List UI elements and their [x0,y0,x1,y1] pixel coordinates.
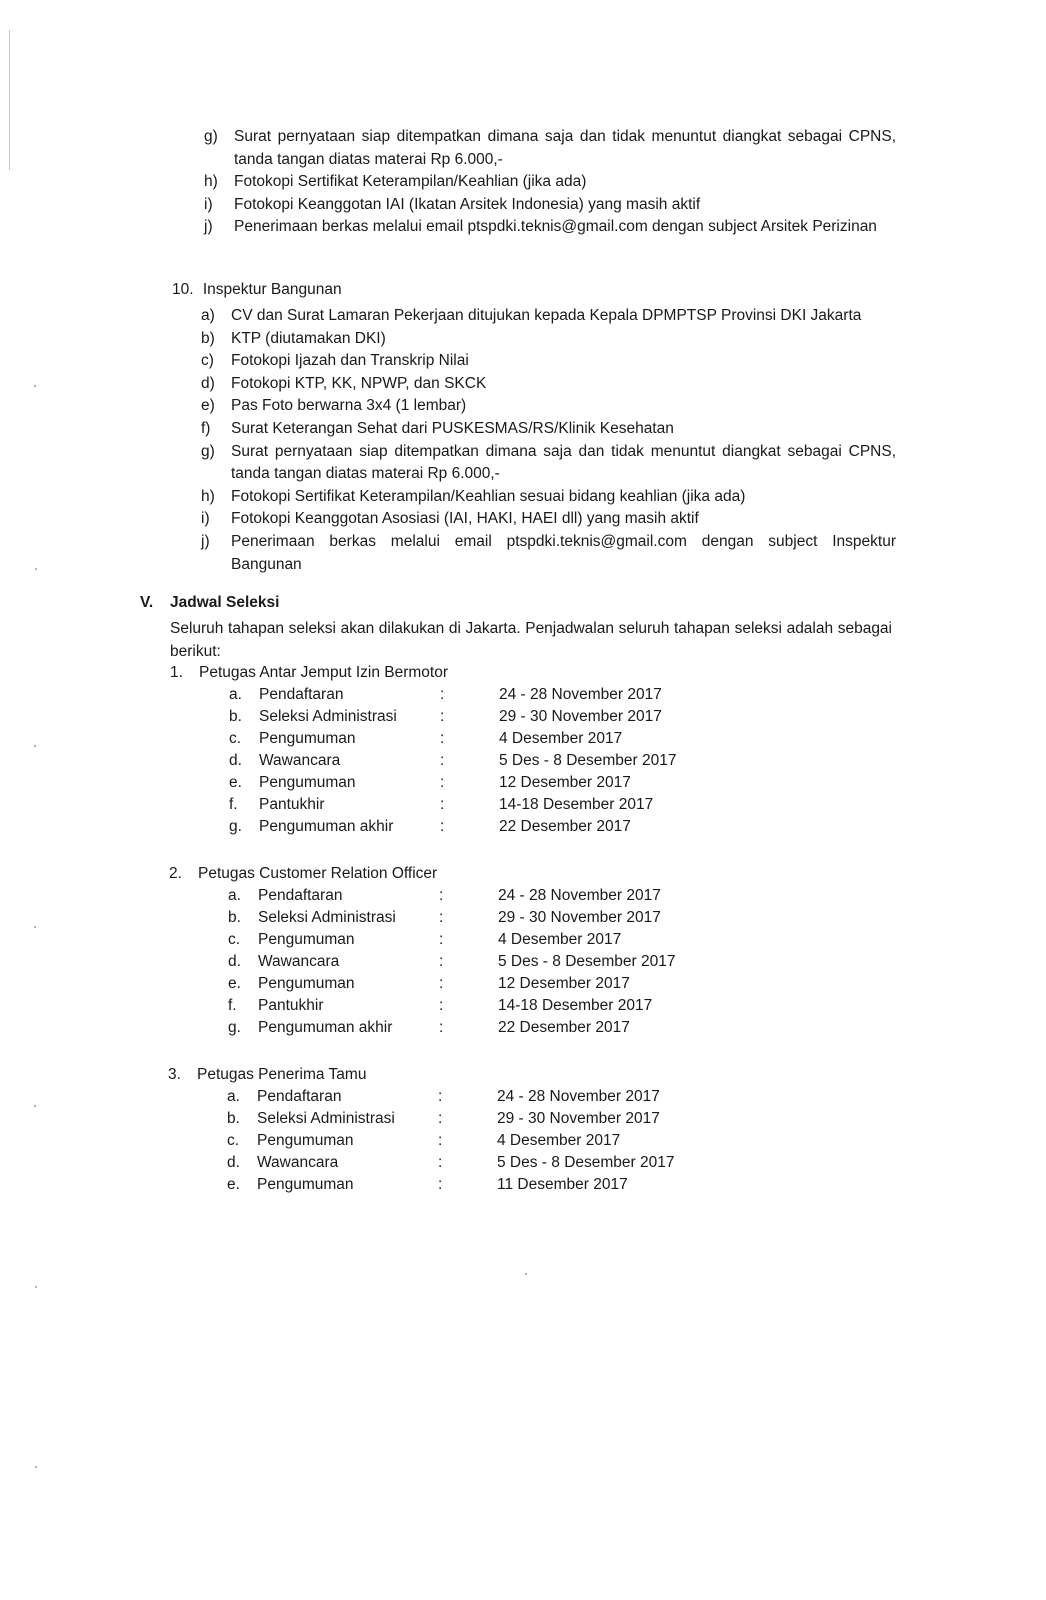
section-10-title: Inspektur Bangunan [202,281,342,298]
row-date: 5 Des - 8 Desember 2017 [499,752,677,769]
row-date: 12 Desember 2017 [498,975,630,992]
row-date: 12 Desember 2017 [499,774,631,791]
row-stage: Pengumuman akhir [258,1019,393,1036]
list-item [204,126,896,171]
row-date: 14-18 Desember 2017 [498,997,653,1014]
row-stage: Pengumuman [259,774,356,791]
schedule-2-title [169,865,438,883]
row-stage: Pendaftaran [259,686,344,703]
list-marker: e) [201,397,215,415]
scan-speck [34,926,36,928]
list-item [204,216,896,239]
row-date: 4 Desember 2017 [499,730,623,747]
row-separator: : [440,730,445,747]
section-v-heading [140,594,280,612]
row-letter: d. [227,1154,240,1171]
row-date: 29 - 30 November 2017 [497,1110,660,1127]
list-marker: b) [201,329,215,347]
row-stage: Pengumuman [257,1176,354,1193]
list-text: Fotokopi Sertifikat Keterampilan/Keahlian sesuai bidang keahlian (jika ada) [231,487,746,505]
scan-speck [35,1286,37,1288]
list-marker: i) [201,510,210,528]
row-date: 22 Desember 2017 [499,818,631,835]
row-stage: Pengumuman [258,975,355,992]
row-date: 14-18 Desember 2017 [499,796,654,813]
list-item [201,531,896,576]
row-separator: : [438,1176,443,1193]
schedule-name: Petugas Customer Relation Officer [198,865,438,882]
row-date: 5 Des - 8 Desember 2017 [498,953,676,970]
row-stage: Pengumuman [257,1132,354,1149]
row-letter: b. [227,1110,240,1127]
row-date: 24 - 28 November 2017 [498,887,661,904]
row-stage: Pendaftaran [257,1088,342,1105]
schedule-name: Petugas Penerima Tamu [197,1066,367,1083]
list-marker: h) [201,487,215,505]
row-letter: d. [229,752,242,769]
list-text: Fotokopi Sertifikat Keterampilan/Keahlian (jika ada) [234,173,587,191]
scan-speck [34,745,36,747]
row-separator: : [438,1154,443,1171]
row-date: 24 - 28 November 2017 [497,1088,660,1105]
row-separator: : [440,686,445,703]
list-marker: a) [201,307,215,324]
list-text: Fotokopi Keanggotan Asosiasi (IAI, HAKI, HAEI dll) yang masih aktif [231,510,699,528]
row-letter: f. [229,796,238,813]
row-separator: : [438,1088,443,1105]
section-v-intro: Seluruh tahapan seleksi akan dilakukan di Jakarta. Penjadwalan seluruh tahapan seleksi adalah sebagai berikut: [170,620,892,660]
row-stage: Wawancara [258,953,340,970]
row-stage: Pengumuman [258,931,355,948]
list-text: CV dan Surat Lamaran Pekerjaan ditujukan kepada Kepala DPMPTSP Provinsi DKI Jakarta [231,307,862,324]
row-separator: : [438,1132,443,1149]
row-letter: a. [229,686,242,703]
list-item [201,373,896,396]
row-stage: Pengumuman [259,730,356,747]
list-text: Surat Keterangan Sehat dari PUSKESMAS/RS/Klinik Kesehatan [231,419,674,437]
row-letter: g. [229,818,242,835]
list-text: Fotokopi KTP, KK, NPWP, dan SKCK [231,374,487,392]
list-g-to-j [204,126,896,239]
list-marker: j) [201,532,210,550]
list-text: Fotokopi Ijazah dan Transkrip Nilai [231,352,469,370]
list-marker: j) [204,218,213,236]
row-separator: : [439,1019,444,1036]
list-text: Penerimaan berkas melalui email ptspdki.teknis@gmail.com dengan subject Inspektur Bangunan [231,532,896,573]
list-item [201,486,896,509]
row-date: 29 - 30 November 2017 [498,909,661,926]
list-text: Penerimaan berkas melalui email ptspdki.teknis@gmail.com dengan subject Arsitek Perizinan [234,218,877,236]
row-letter: c. [228,931,241,948]
row-stage: Seleksi Administrasi [258,909,396,926]
row-date: 22 Desember 2017 [498,1019,630,1036]
row-separator: : [440,708,445,725]
row-letter: g. [228,1019,241,1036]
row-separator: : [439,953,444,970]
list-marker: i) [204,195,213,213]
row-stage: Pantukhir [258,997,324,1014]
list-text: Surat pernyataan siap ditempatkan dimana saja dan tidak menuntut diangkat sebagai CPNS, tanda tangan diatas materai Rp 6.000,- [234,128,896,168]
list-marker: c) [201,352,214,370]
list-item [201,418,896,441]
row-separator: : [439,997,444,1014]
row-stage: Wawancara [257,1154,339,1171]
list-marker: d) [201,374,215,392]
section-10-list [201,305,896,576]
list-item [201,328,896,351]
row-letter: e. [229,774,242,791]
list-text: Pas Foto berwarna 3x4 (1 lembar) [231,397,467,415]
section-10-heading [172,281,342,299]
row-letter: a. [227,1088,240,1105]
list-item [204,194,896,217]
row-separator: : [439,931,444,948]
row-letter: c. [229,730,242,747]
row-separator: : [440,796,445,813]
schedule-3-title [168,1066,367,1084]
list-text: KTP (diutamakan DKI) [231,329,386,347]
row-date: 24 - 28 November 2017 [499,686,662,703]
scan-speck [34,385,36,387]
row-separator: : [440,818,445,835]
list-item [201,441,896,486]
row-stage: Pengumuman akhir [259,818,394,835]
row-separator: : [439,887,444,904]
row-letter: d. [228,953,241,970]
row-date: 5 Des - 8 Desember 2017 [497,1154,675,1171]
scan-speck [35,568,37,570]
row-separator: : [438,1110,443,1127]
row-letter: e. [227,1176,240,1193]
schedule-number: 2. [169,865,182,882]
list-item [204,171,896,194]
list-marker: g) [204,128,218,145]
row-stage: Pendaftaran [258,887,343,904]
row-stage: Wawancara [259,752,341,769]
scan-margin-line [9,30,10,170]
row-letter: c. [227,1132,240,1149]
section-10-number: 10. [172,281,194,298]
section-v-title: Jadwal Seleksi [170,594,280,611]
list-marker: f) [201,419,211,437]
row-separator: : [439,909,444,926]
row-stage: Pantukhir [259,796,325,813]
row-separator: : [439,975,444,992]
list-item [201,508,896,531]
list-marker: g) [201,442,215,460]
schedule-1-title [170,664,448,682]
schedule-name: Petugas Antar Jemput Izin Bermotor [199,664,448,681]
list-item [201,305,896,328]
row-letter: a. [228,887,241,904]
list-text: Surat pernyataan siap ditempatkan dimana saja dan tidak menuntut diangkat sebagai CPNS, tanda tangan diatas materai Rp 6.000,- [231,442,896,483]
row-letter: e. [228,975,241,992]
scan-speck [34,1105,36,1107]
row-letter: b. [228,909,241,926]
row-date: 29 - 30 November 2017 [499,708,662,725]
list-item [201,395,896,418]
row-date: 4 Desember 2017 [498,931,622,948]
row-separator: : [440,774,445,791]
list-marker: h) [204,173,218,191]
list-item [201,350,896,373]
schedule-number: 1. [170,664,183,681]
row-stage: Seleksi Administrasi [259,708,397,725]
row-separator: : [440,752,445,769]
scan-speck [35,1466,37,1468]
row-letter: b. [229,708,242,725]
row-date: 11 Desember 2017 [497,1176,628,1193]
list-text: Fotokopi Keanggotan IAI (Ikatan Arsitek Indonesia) yang masih aktif [234,195,701,213]
row-date: 4 Desember 2017 [497,1132,621,1149]
scan-speck [525,1273,527,1275]
row-letter: f. [228,997,237,1014]
row-stage: Seleksi Administrasi [257,1110,395,1127]
section-v-number: V. [140,594,154,611]
schedule-number: 3. [168,1066,181,1083]
